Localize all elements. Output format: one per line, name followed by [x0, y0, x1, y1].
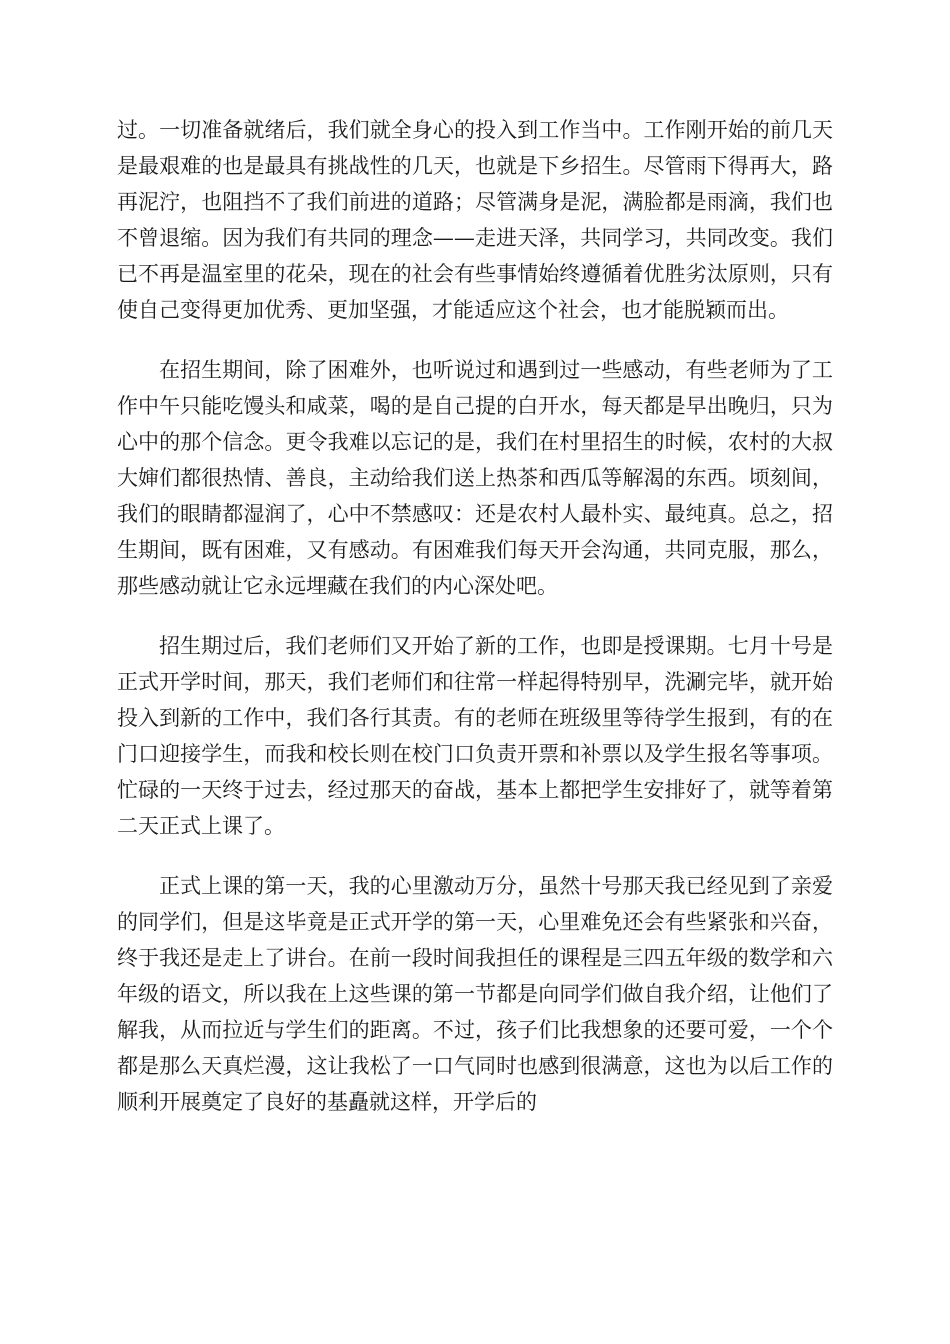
document-body: [117, 112, 833, 1144]
paragraph-4: 正式上课的第一天，我的心里激动万分，虽然十号那天我已经见到了亲爱的同学们，但是这毕竟是正式开学的第一天，心里难免还会有些紧张和兴奋，终于我还是走上了讲台。在前一段时间我担任的课程是三四五年级的数学和六年级的语文，所以我在上这些课的第一节都是向同学们做自我介绍，让他们了解我，从而拉近与学生们的距离。不过，孩子们比我想象的还要可爱，一个个都是那么天真烂漫，这让我松了一口气同时也感到很满意，这也为以后工作的顺利开展奠定了良好的基矗就这样，开学后的: [117, 874, 833, 1114]
paragraph-2: 在招生期间，除了困难外，也听说过和遇到过一些感动，有些老师为了工作中午只能吃馒头和咸菜，喝的是自己提的白开水，每天都是早出晚归，只为心中的那个信念。更令我难以忘记的是，我们在村里招生的时候，农村的大叔大婶们都很热情、善良，主动给我们送上热茶和西瓜等解渴的东西。顷刻间，我们的眼睛都湿润了，心中不禁感叹：还是农村人最朴实、最纯真。总之，招生期间，既有困难，又有感动。有困难我们每天开会沟通，共同克服，那么，那些感动就让它永远埋藏在我们的内心深处吧。: [117, 358, 833, 598]
paragraph-3: 招生期过后，我们老师们又开始了新的工作，也即是授课期。七月十号是正式开学时间，那天，我们老师们和往常一样起得特别早，洗涮完毕，就开始投入到新的工作中，我们各行其责。有的老师在班级里等待学生报到，有的在门口迎接学生，而我和校长则在校门口负责开票和补票以及学生报名等事项。忙碌的一天终于过去，经过那天的奋战，基本上都把学生安排好了，就等着第二天正式上课了。: [117, 634, 833, 838]
paragraph-1: 过。一切准备就绪后，我们就全身心的投入到工作当中。工作刚开始的前几天是最艰难的也是最具有挑战性的几天，也就是下乡招生。尽管雨下得再大，路再泥泞，也阻挡不了我们前进的道路；尽管满身是泥，满脸都是雨滴，我们也不曾退缩。因为我们有共同的理念——走进天泽，共同学习，共同改变。我们已不再是温室里的花朵，现在的社会有些事情始终遵循着优胜劣汰原则，只有使自己变得更加优秀、更加坚强，才能适应这个社会，也才能脱颖而出。: [117, 118, 833, 322]
